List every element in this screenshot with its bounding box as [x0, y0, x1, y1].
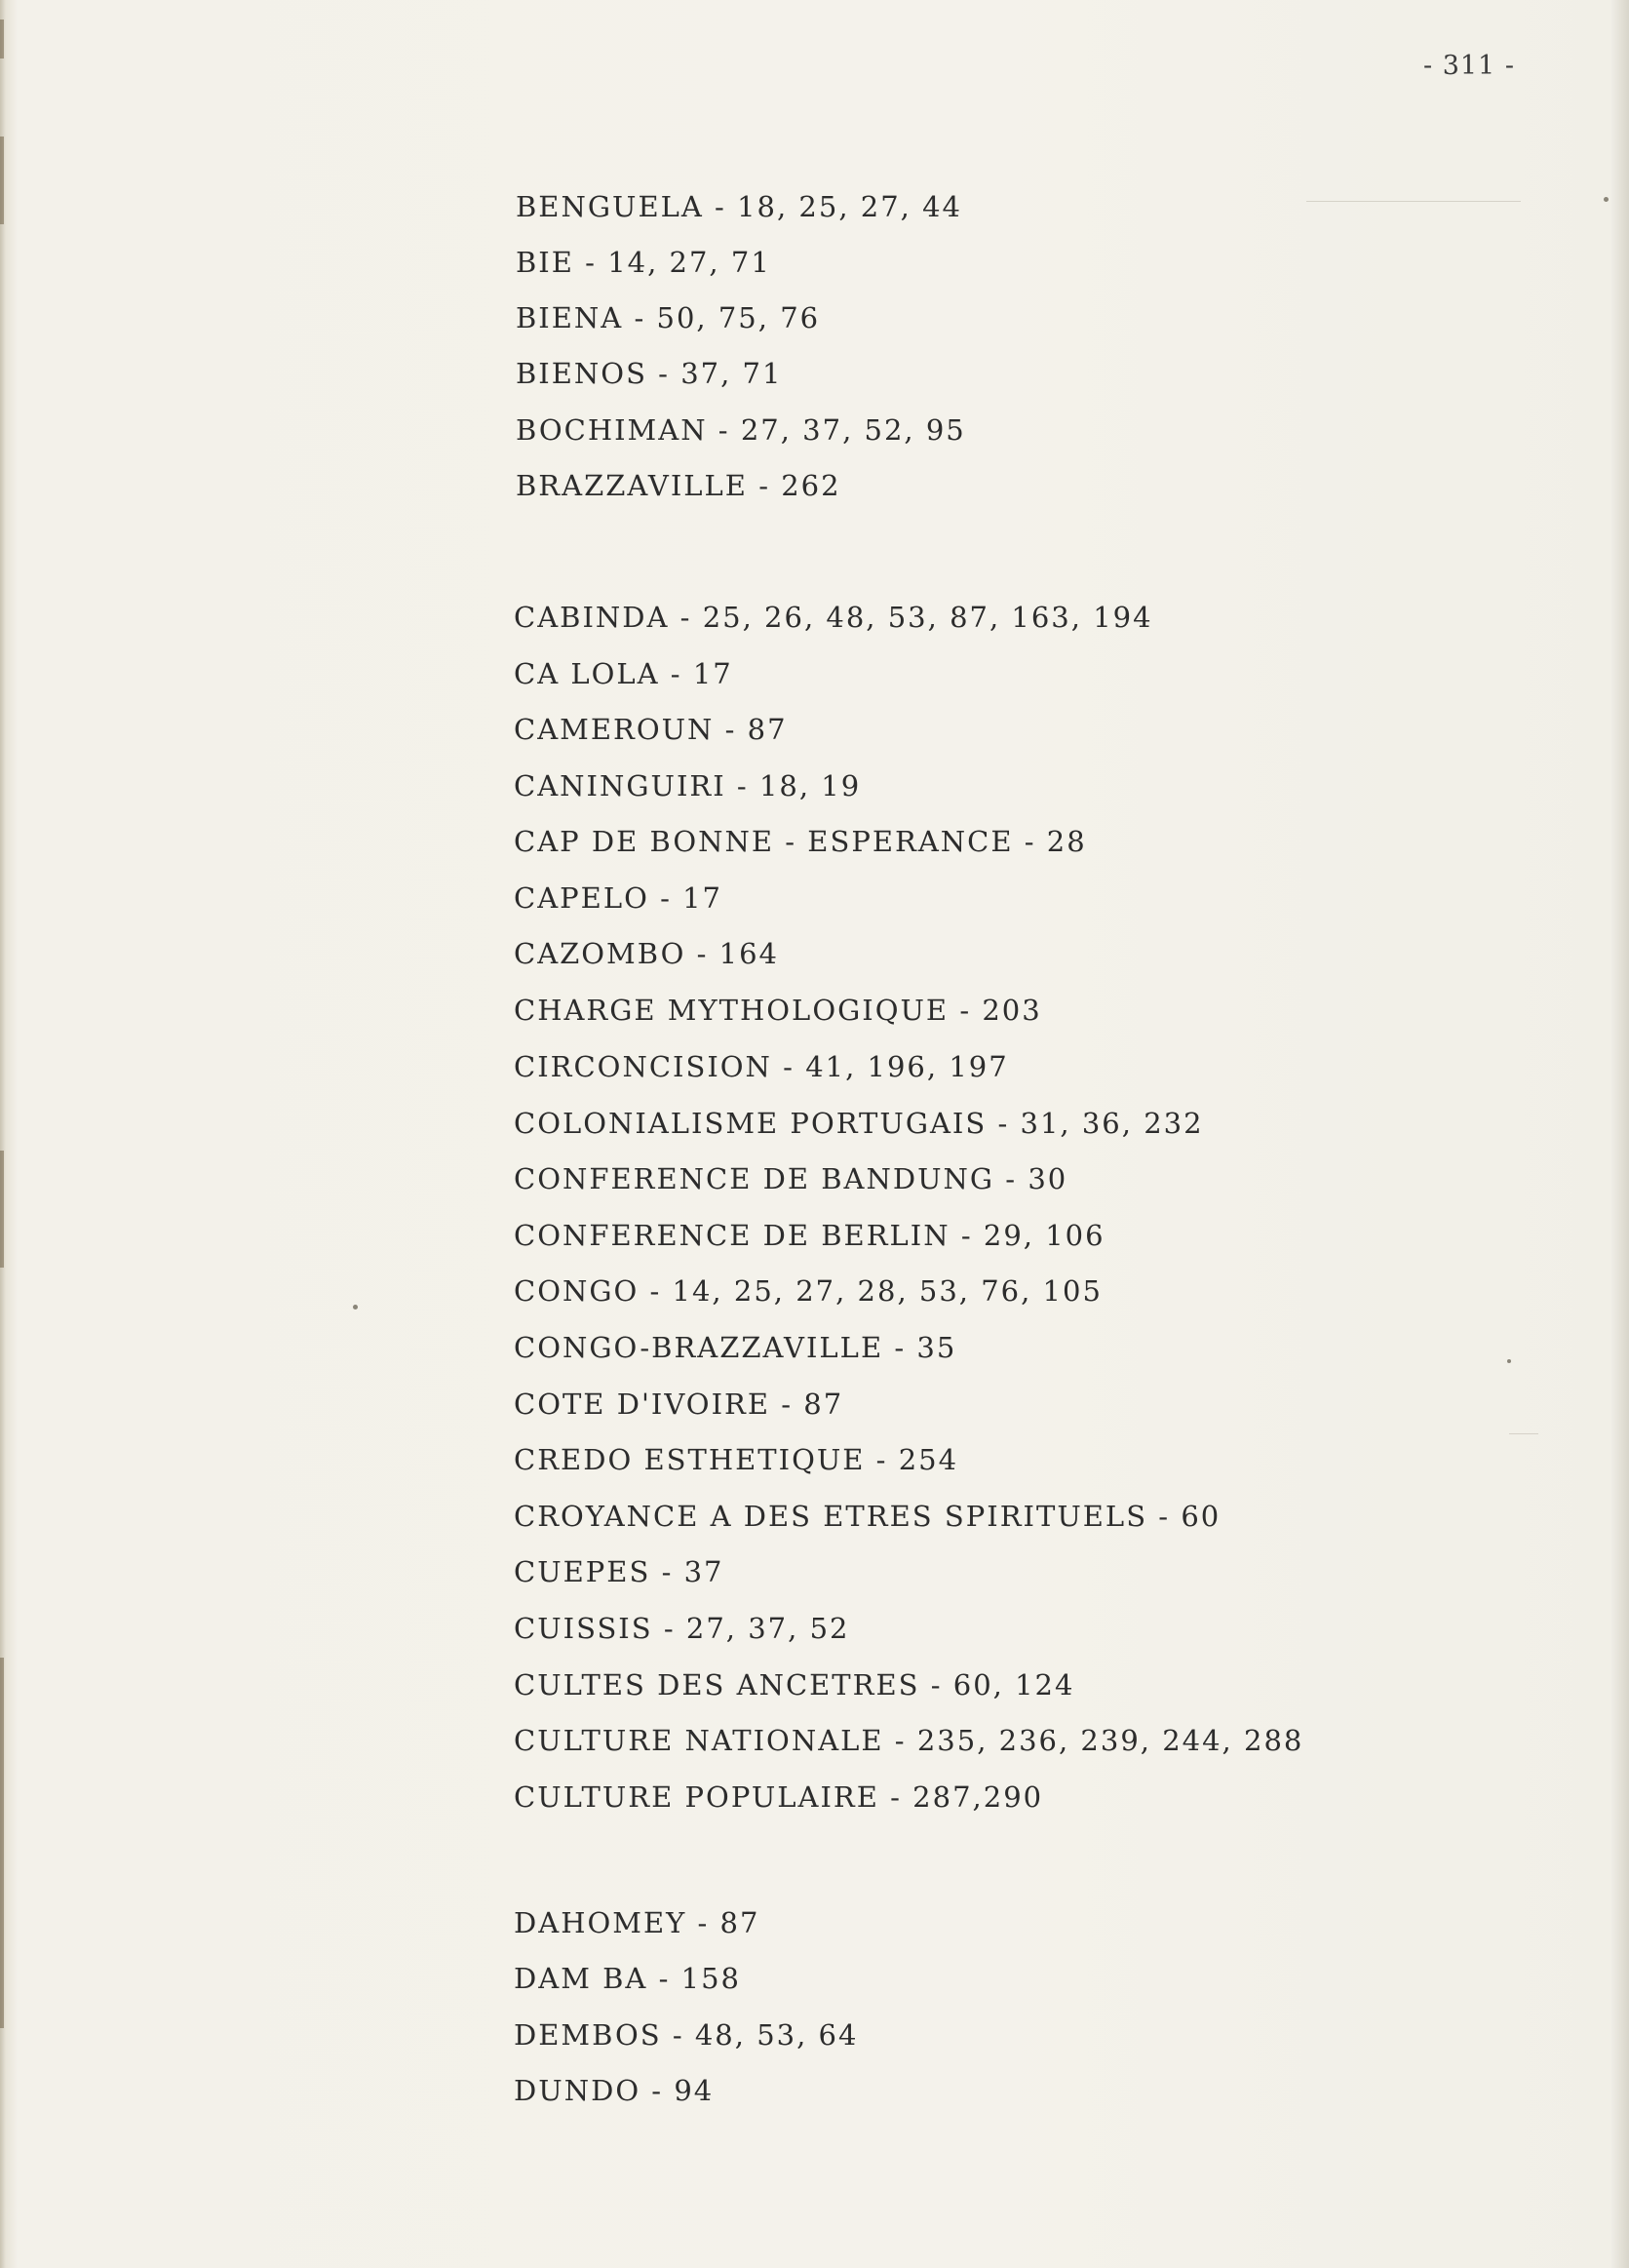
entry-heading: CONFERENCE DE BERLIN — [514, 1219, 950, 1252]
entry-heading: CANINGUIRI — [514, 769, 726, 802]
entry-heading: COLONIALISME PORTUGAIS — [514, 1107, 988, 1140]
entry-heading: CAMEROUN — [514, 713, 715, 746]
entry-heading: CHARGE MYTHOLOGIQUE — [514, 994, 950, 1027]
entry-heading: BIENOS — [516, 357, 647, 390]
index-entry: BIENA - 50, 75, 76 — [516, 301, 821, 334]
entry-heading: CULTES DES ANCETRES — [514, 1668, 920, 1701]
index-entry: CUEPES - 37 — [514, 1555, 724, 1588]
entry-pages: 37 — [683, 1555, 724, 1588]
entry-pages: 35 — [916, 1331, 957, 1364]
entry-pages: 50, 75, 76 — [656, 301, 821, 334]
index-entry: COTE D'IVOIRE - 87 — [514, 1388, 844, 1421]
entry-pages: 37, 71 — [680, 357, 783, 390]
entry-pages: 60, 124 — [952, 1668, 1075, 1701]
index-entry: DEMBOS - 48, 53, 64 — [514, 2018, 859, 2052]
entry-pages: 25, 26, 48, 53, 87, 163, 194 — [702, 601, 1153, 634]
entry-heading: CONGO-BRAZZAVILLE — [514, 1331, 884, 1364]
entry-pages: 262 — [781, 469, 841, 502]
entry-pages: 17 — [682, 881, 723, 915]
index-entry: CULTURE NATIONALE - 235, 236, 239, 244, 288 — [514, 1724, 1304, 1757]
index-entry: BOCHIMAN - 27, 37, 52, 95 — [516, 413, 966, 447]
page-number: - 311 - — [1423, 51, 1515, 81]
entry-heading: CUISSIS — [514, 1612, 653, 1645]
entry-heading: COTE D'IVOIRE — [514, 1388, 771, 1421]
index-entry: CABINDA - 25, 26, 48, 53, 87, 163, 194 — [514, 601, 1153, 634]
entry-pages: 87 — [747, 713, 788, 746]
entry-pages: 17 — [692, 657, 733, 690]
entry-pages: 87 — [803, 1388, 844, 1421]
entry-pages: 87 — [719, 1906, 760, 1939]
entry-heading: BIENA — [516, 301, 624, 334]
index-entry: BRAZZAVILLE - 262 — [516, 469, 841, 502]
entry-pages: 164 — [718, 937, 779, 970]
index-entry: CAMEROUN - 87 — [514, 713, 788, 746]
index-entry: CAP DE BONNE - ESPERANCE - 28 — [514, 825, 1087, 858]
entry-heading: CABINDA — [514, 601, 670, 634]
entry-pages: 29, 106 — [983, 1219, 1105, 1252]
entry-heading: CROYANCE A DES ETRES SPIRITUELS — [514, 1500, 1148, 1533]
entry-pages: 60 — [1181, 1500, 1222, 1533]
entry-heading: DUNDO — [514, 2074, 641, 2107]
index-entry: CHARGE MYTHOLOGIQUE - 203 — [514, 994, 1042, 1027]
entry-pages: 287,290 — [912, 1780, 1044, 1814]
entry-heading: CAP DE BONNE - ESPERANCE — [514, 825, 1014, 858]
index-entry: DAHOMEY - 87 — [514, 1906, 760, 1939]
entry-pages: 28 — [1046, 825, 1087, 858]
index-entry: CONFERENCE DE BERLIN - 29, 106 — [514, 1219, 1105, 1252]
entry-heading: CULTURE POPULAIRE — [514, 1780, 879, 1814]
entry-heading: CIRCONCISION — [514, 1050, 772, 1083]
entry-heading: CONGO — [514, 1274, 640, 1308]
index-entry: CROYANCE A DES ETRES SPIRITUELS - 60 — [514, 1500, 1222, 1533]
entry-heading: CULTURE NATIONALE — [514, 1724, 884, 1757]
entry-heading: DEMBOS — [514, 2018, 662, 2052]
entry-pages: 27, 37, 52 — [685, 1612, 850, 1645]
entry-pages: 203 — [982, 994, 1042, 1027]
entry-heading: BIE — [516, 246, 574, 279]
index-entry: CULTURE POPULAIRE - 287,290 — [514, 1780, 1044, 1814]
entry-pages: 14, 25, 27, 28, 53, 76, 105 — [672, 1274, 1103, 1308]
index-entry: CONGO-BRAZZAVILLE - 35 — [514, 1331, 957, 1364]
index-entry: CULTES DES ANCETRES - 60, 124 — [514, 1668, 1075, 1701]
entry-pages: 254 — [898, 1443, 959, 1476]
entry-heading: BENGUELA — [516, 190, 704, 223]
index-entry: CAPELO - 17 — [514, 881, 723, 915]
entry-heading: CA LOLA — [514, 657, 660, 690]
index-entry: CA LOLA - 17 — [514, 657, 733, 690]
entry-heading: CREDO ESTHETIQUE — [514, 1443, 866, 1476]
index-entry: CUISSIS - 27, 37, 52 — [514, 1612, 850, 1645]
entry-heading: BRAZZAVILLE — [516, 469, 748, 502]
index-entry: BENGUELA - 18, 25, 27, 44 — [516, 190, 963, 223]
entry-pages: 18, 25, 27, 44 — [737, 190, 963, 223]
entry-pages: 94 — [674, 2074, 715, 2107]
entry-pages: 235, 236, 239, 244, 288 — [916, 1724, 1304, 1757]
index-entry: COLONIALISME PORTUGAIS - 31, 36, 232 — [514, 1107, 1204, 1140]
index-entry: CANINGUIRI - 18, 19 — [514, 769, 862, 802]
entry-pages: 31, 36, 232 — [1020, 1107, 1204, 1140]
entry-heading: BOCHIMAN — [516, 413, 708, 447]
entry-pages: 18, 19 — [758, 769, 862, 802]
entry-pages: 14, 27, 71 — [607, 246, 771, 279]
entry-pages: 158 — [680, 1962, 741, 1995]
entry-heading: CUEPES — [514, 1555, 651, 1588]
entry-pages: 30 — [1028, 1162, 1068, 1195]
index-entry: CONGO - 14, 25, 27, 28, 53, 76, 105 — [514, 1274, 1103, 1308]
index-entry: BIENOS - 37, 71 — [516, 357, 783, 390]
index-entry: CIRCONCISION - 41, 196, 197 — [514, 1050, 1009, 1083]
entry-heading: CAPELO — [514, 881, 649, 915]
entry-pages: 27, 37, 52, 95 — [740, 413, 966, 447]
entry-heading: DAHOMEY — [514, 1906, 687, 1939]
entry-heading: DAM BA — [514, 1962, 648, 1995]
index-entry: DUNDO - 94 — [514, 2074, 715, 2107]
entry-pages: 48, 53, 64 — [694, 2018, 859, 2052]
index-entry: DAM BA - 158 — [514, 1962, 741, 1995]
entry-heading: CAZOMBO — [514, 937, 686, 970]
index-entry: CREDO ESTHETIQUE - 254 — [514, 1443, 959, 1476]
index-entry: CONFERENCE DE BANDUNG - 30 — [514, 1162, 1068, 1195]
entry-pages: 41, 196, 197 — [805, 1050, 1009, 1083]
entry-heading: CONFERENCE DE BANDUNG — [514, 1162, 995, 1195]
index-entry: BIE - 14, 27, 71 — [516, 246, 771, 279]
index-entry: CAZOMBO - 164 — [514, 937, 779, 970]
